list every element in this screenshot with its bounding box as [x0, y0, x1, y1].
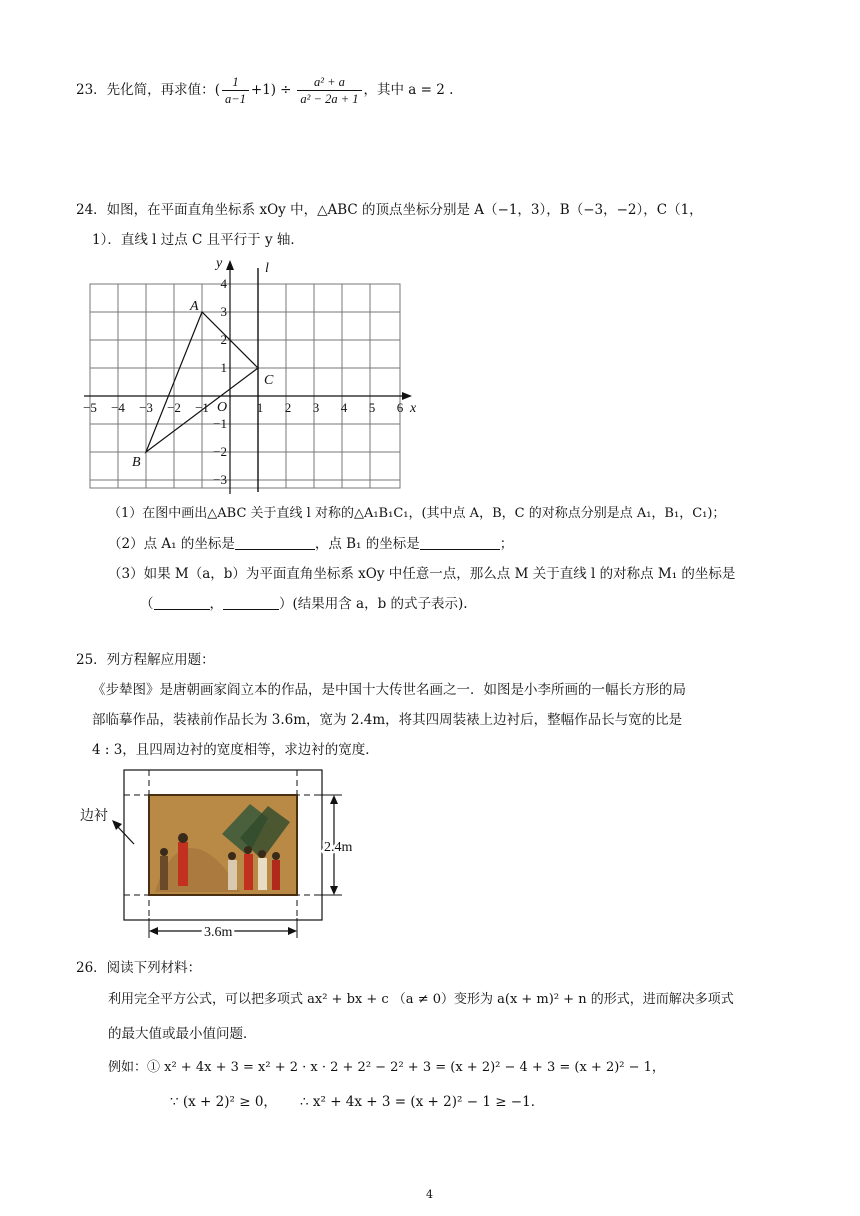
q24-part-2-b: ，点 B₁ 的坐标是	[314, 536, 420, 552]
answer-blank-m1-y[interactable]	[223, 596, 279, 610]
point-a-label: A	[190, 299, 199, 314]
q23-condition: ，其中 a = 2 .	[363, 82, 454, 98]
q26-title: 26．阅读下列材料：	[76, 960, 202, 976]
y-tick-3: 3	[220, 304, 227, 319]
q24-line-2: 1）．直线 l 过点 C 且平行于 y 轴．	[92, 232, 304, 248]
x-tick-neg4: −4	[111, 400, 125, 415]
border-label: 边衬	[80, 808, 108, 824]
painting-diagram	[0, 764, 860, 944]
q25-title: 25．列方程解应用题：	[76, 652, 215, 668]
y-axis-label: y	[216, 256, 223, 271]
x-tick-1: 1	[256, 400, 264, 415]
x-tick-3: 3	[312, 400, 320, 415]
question-23: 23．先化简，再求值：( $\frac{1}{a-1}$ +1) ÷ $\frac{\text{a² + a}}{\text{a² − 2a + 1}}$ ，其中 a = 2 .	[76, 75, 454, 106]
q26-because: ∵ (x + 2)² ≥ 0，	[170, 1094, 277, 1110]
fraction-2-numerator: a² + a	[297, 74, 361, 91]
q24-part-3-comma: ，	[209, 596, 223, 612]
x-tick-5: 5	[368, 400, 376, 415]
plus-one: +1)	[250, 82, 277, 98]
q24-part-2-a: （2）点 A₁ 的坐标是	[108, 536, 235, 552]
y-tick-neg1: −1	[213, 416, 227, 431]
fraction-1-denominator: a−1	[224, 92, 246, 106]
y-tick-4: 4	[220, 276, 227, 291]
x-tick-neg3: −3	[139, 400, 153, 415]
q25-line-3: 4 : 3，且四周边衬的宽度相等，求边衬的宽度．	[92, 742, 379, 758]
answer-blank-b1[interactable]	[420, 536, 500, 550]
x-tick-neg1: −1	[195, 400, 209, 415]
q26-line-2: 的最大值或最小值问题．	[108, 1026, 257, 1042]
border-pointer-line	[117, 826, 134, 844]
y-tick-2: 2	[220, 332, 227, 347]
y-tick-1: 1	[220, 360, 227, 375]
y-axis-arrow	[226, 260, 234, 270]
q26-example: 例如：① x² + 4x + 3 = x² + 2 · x · 2 + 2² − 2² + 3 = (x + 2)² − 4 + 3 = (x + 2)² − 1，	[108, 1060, 665, 1075]
q24-part-3-line-2	[140, 592, 468, 612]
coordinate-graph	[0, 250, 860, 510]
y-tick-neg3: −3	[213, 472, 227, 487]
width-label: 3.6m	[204, 925, 233, 940]
painting-image	[149, 795, 297, 895]
fraction-2-denominator: a² − 2a + 1	[300, 92, 359, 106]
x-axis-label: x	[410, 401, 417, 416]
q24-part-2	[108, 532, 513, 552]
q24-part-3-close: ）(结果用含 a，b 的式子表示).	[279, 596, 468, 612]
q26-therefore: ∴ x² + 4x + 3 = (x + 2)² − 1 ≥ −1．	[300, 1094, 545, 1110]
fraction-1-numerator: 1	[222, 74, 249, 91]
fraction-2	[297, 74, 361, 107]
x-tick-6: 6	[396, 400, 404, 415]
q25-line-1: 《步辇图》是唐朝画家阎立本的作品，是中国十大传世名画之一．如图是小李所画的一幅长方形的局	[92, 682, 686, 698]
q24-part-2-c: ；	[499, 536, 514, 552]
q23-prompt: 23．先化简，再求值：	[76, 82, 215, 98]
x-tick-neg5: −5	[83, 400, 97, 415]
origin-label: O	[217, 400, 228, 415]
fraction-1	[222, 74, 249, 107]
border-pointer-arrow	[112, 820, 122, 830]
answer-blank-m1-x[interactable]	[154, 596, 210, 610]
q26-line-1: 利用完全平方公式，可以把多项式 ax² + bx + c （a ≠ 0）变形为 a(x + m)² + n 的形式，进而解决多项式	[108, 992, 734, 1007]
q24-part-3-line-1: （3）如果 M（a，b）为平面直角坐标系 xOy 中任意一点，那么点 M 关于直线 l 的对称点 M₁ 的坐标是	[108, 566, 736, 582]
q24-part-1: （1）在图中画出△ABC 关于直线 l 对称的△A₁B₁C₁，(其中点 A，B，C 的对称点分别是点 A₁，B₁，C₁)；	[108, 506, 726, 521]
q25-line-2: 部临摹作品，装裱前作品长为 3.6m，宽为 2.4m，将其四周装裱上边衬后，整幅作品长与宽的比是	[92, 712, 683, 728]
q24-part-3-open: （	[140, 596, 154, 612]
divide-sign: ÷	[280, 82, 292, 98]
x-tick-2: 2	[284, 400, 292, 415]
y-tick-neg2: −2	[213, 444, 227, 459]
height-label: 2.4m	[324, 840, 353, 855]
q24-line-1: 24．如图，在平面直角坐标系 xOy 中，△ABC 的顶点坐标分别是 A（−1，3），B（−3，−2），C（1，	[76, 202, 703, 218]
point-b-label: B	[132, 455, 141, 470]
answer-blank-a1[interactable]	[235, 536, 315, 550]
x-tick-4: 4	[340, 400, 348, 415]
x-axis-arrow	[402, 392, 412, 400]
page-number: 4	[426, 1188, 433, 1201]
x-tick-neg2: −2	[167, 400, 181, 415]
point-c-label: C	[264, 373, 274, 388]
line-l-label: l	[265, 261, 269, 276]
